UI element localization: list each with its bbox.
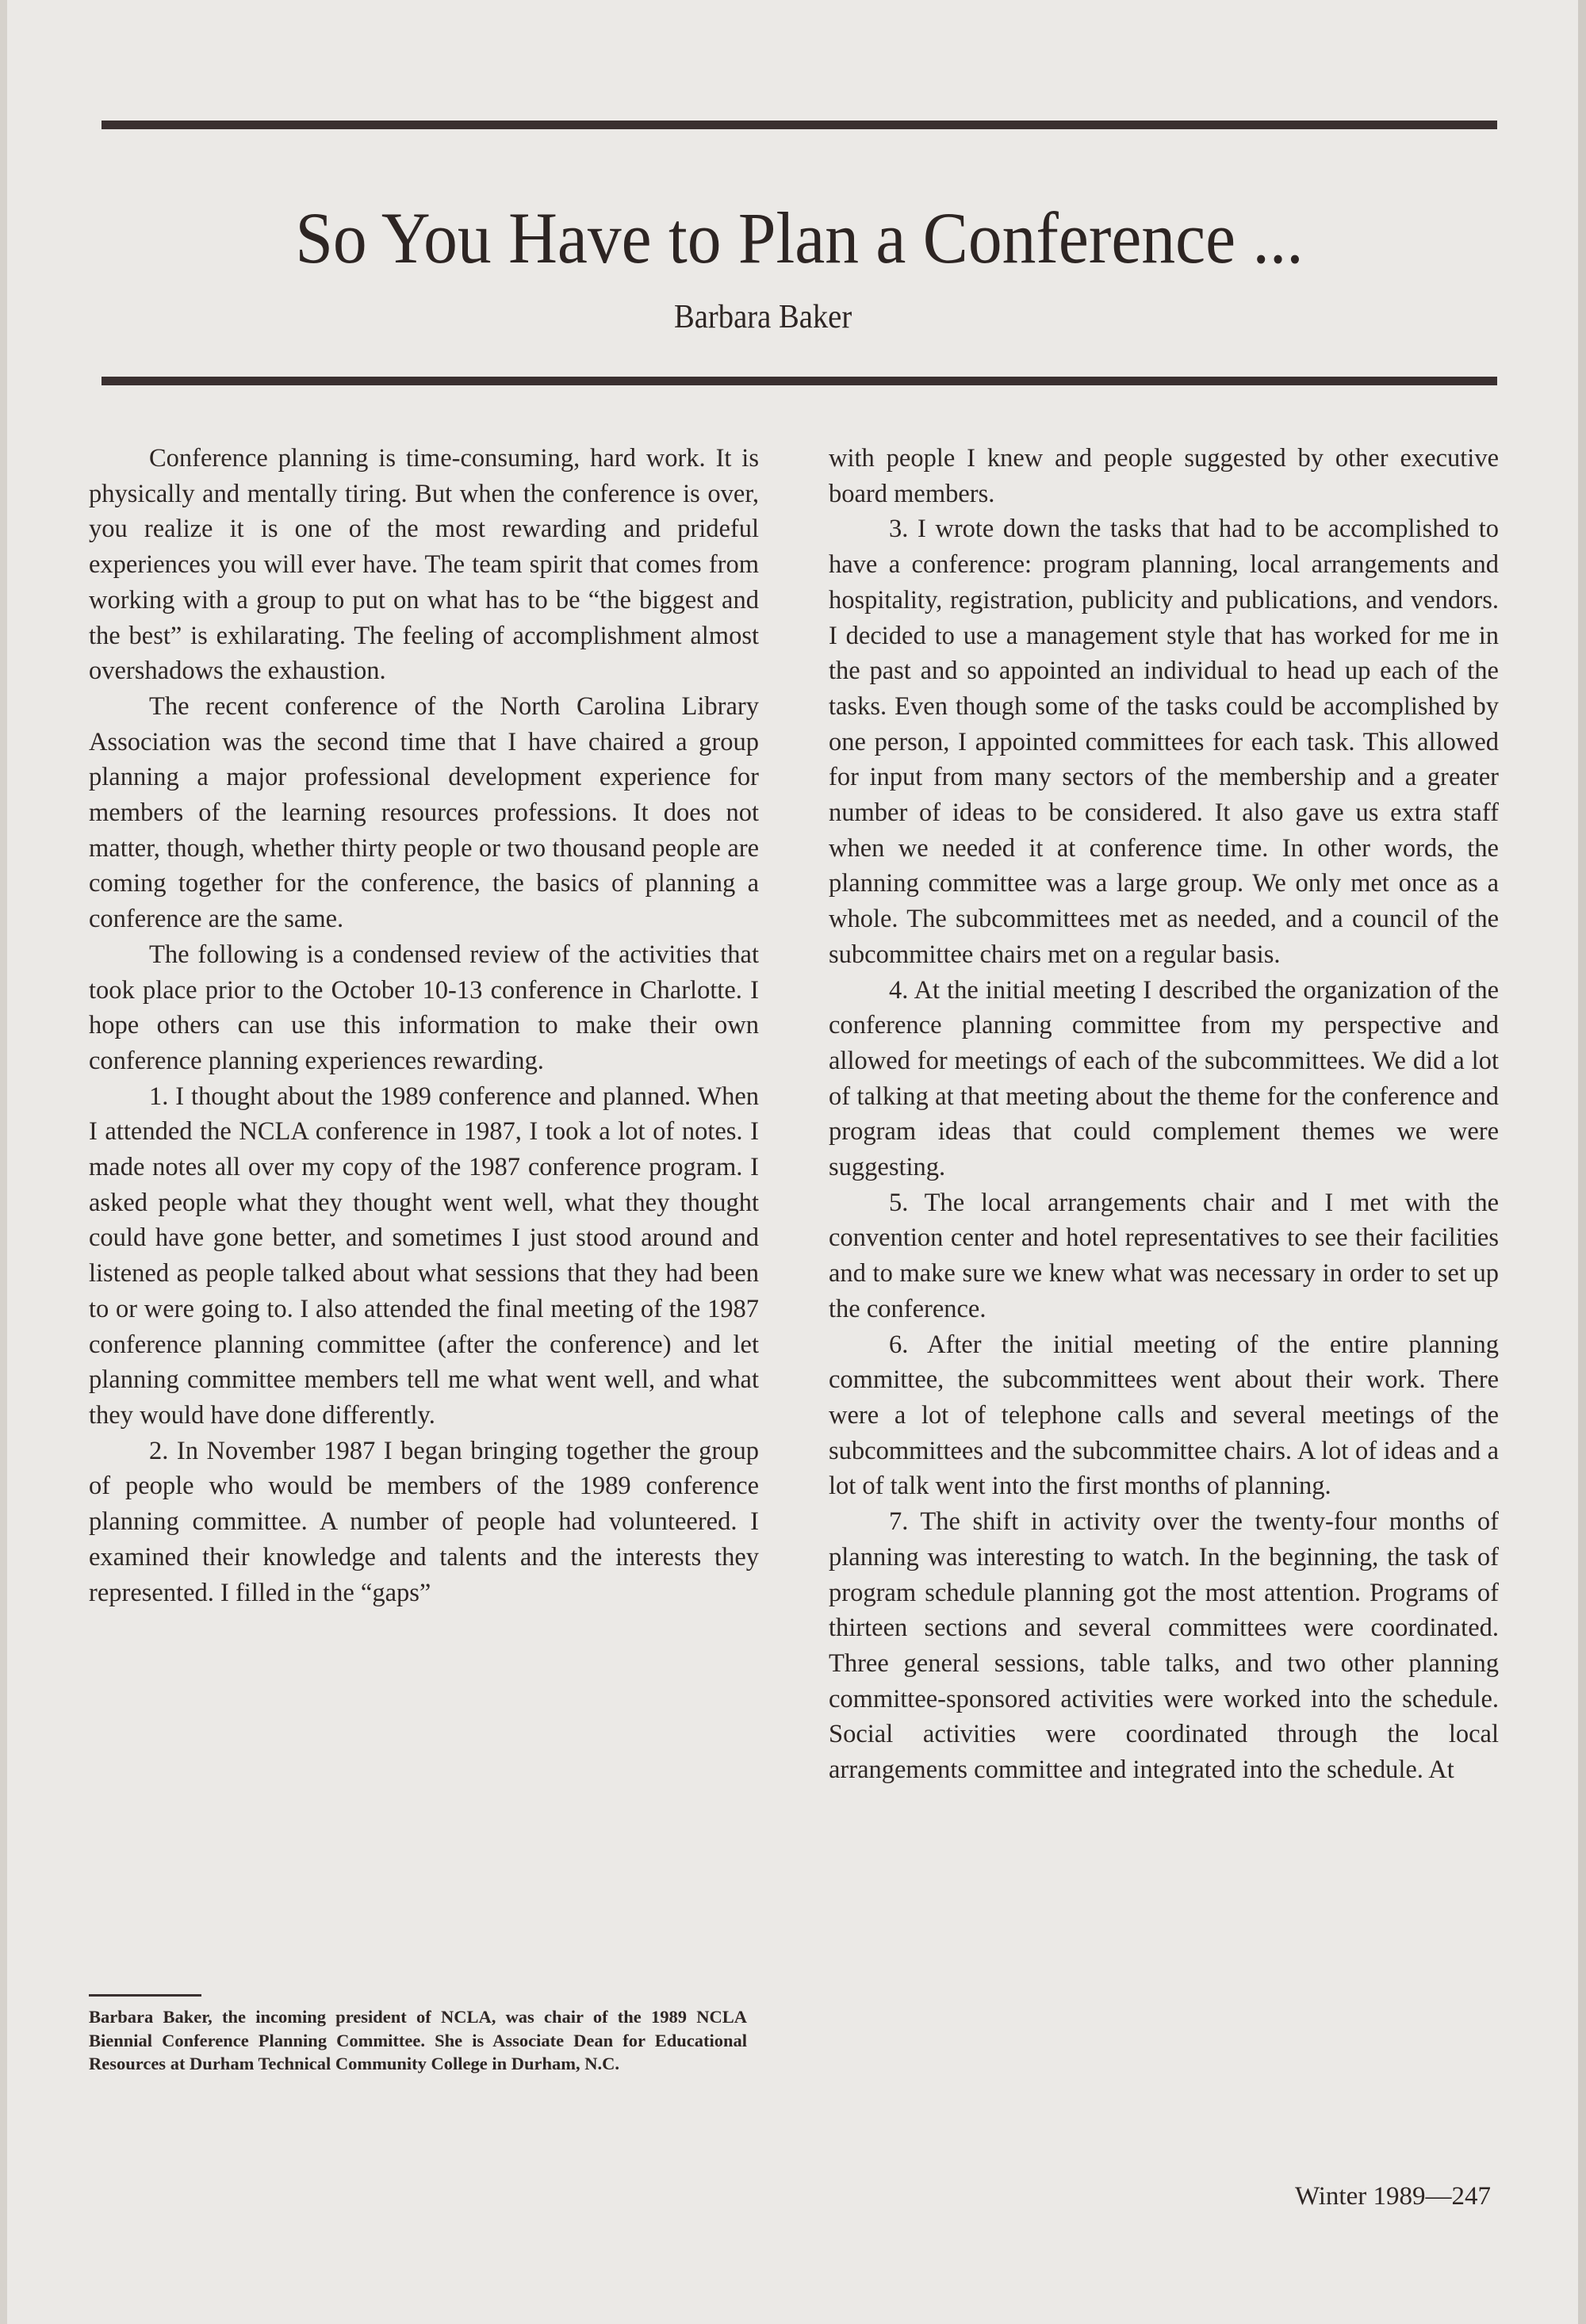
article-author: Barbara Baker (674, 299, 852, 335)
page-edge-right (1578, 0, 1586, 2324)
paragraph-step-1: 1. I thought about the 1989 conference and planned. When I attended the NCLA conference in 1987, I took a lot of notes. I made notes all over my copy of the 1987 conference program. I asked people what they thought went well, what they thought could have gone better, and sometimes I just stood around and listened as people talked about what sessions that they had been to or were going to. I also attended the final meeting of the 1987 conference planning committee (after the conference) and let planning committee members tell me what went well, and what they would have done differently. (89, 1082, 759, 1430)
paragraph-step-6: 6. After the initial meeting of the entire planning committee, the subcommittees went about their work. There were a lot of telephone calls and several meetings of the subcommittees and the subcommittee chairs. A lot of ideas and a lot of talk went into the first months of planning. (829, 1330, 1499, 1501)
header-rule-bottom (102, 377, 1497, 385)
left-column (89, 441, 759, 1610)
paragraph-step-7: 7. The shift in activity over the twenty-four months of planning was interesting to watch. In the beginning, the task of program schedule planning got the most attention. Programs of thirteen sections and several committees were coordinated. Three general sessions, table talks, and two other planning committee-sponsored activities were worked into the schedule. Social activities were coordinated through the local arrangements committee and integrated into the schedule. At (829, 1507, 1499, 1785)
footnote-rule (89, 1994, 201, 1997)
page-folio: Winter 1989—247 (1294, 2182, 1491, 2211)
article-title: So You Have to Plan a Conference ... (295, 197, 1304, 278)
paragraph-step-3: 3. I wrote down the tasks that had to be accomplished to have a conference: program planning, local arrangements and hospitality, registration, publicity and publications, and vendors. I decided to use a management style that has worked for me in the past and so appointed an individual to head up each of the tasks. Even though some of the tasks could be accomplished by one person, I appointed committees for each task. This allowed for input from many sectors of the membership and a greater number of ideas to be considered. It also gave us extra staff when we needed it at conference time. In other words, the planning committee was a large group. We only met once as a whole. The subcommittees met as needed, and a council of the subcommittee chairs met on a regular basis. (829, 515, 1499, 969)
right-column (829, 441, 1499, 1788)
paragraph-intro: Conference planning is time-consuming, hard work. It is physically and mentally tiring. But when the conference is over, you realize it is one of the most rewarding and prideful experiences you will ever have. The team spirit that comes from working with a group to put on what has to be “the biggest and the best” is exhilarating. The feeling of accomplishment almost overshadows the exhaustion. (89, 444, 759, 686)
page-edge-left (0, 0, 7, 2324)
header-rule-top (102, 121, 1497, 129)
author-footnote: Barbara Baker, the incoming president of NCLA, was chair of the 1989 NCLA Biennial Conference Planning Committee. She is Associate Dean for Educational Resources at Durham Technical Community College in Durham, N.C. (89, 2007, 747, 2073)
paragraph-step-2: 2. In November 1987 I began bringing together the group of people who would be members of the 1989 conference planning committee. A number of people had volunteered. I examined their knowledge and talents and the interests they represented. I filled in the “gaps” (89, 1436, 759, 1607)
paragraph-step-4: 4. At the initial meeting I described the organization of the conference planning committee from my perspective and allowed for meetings of each of the subcommittees. We did a lot of talking at that meeting about the theme for the conference and program ideas that could complement themes we were suggesting. (829, 975, 1499, 1182)
paragraph-review: The following is a condensed review of the activities that took place prior to the October 10-13 conference in Charlotte. I hope others can use this information to make their own conference planning experiences rewarding. (89, 940, 759, 1075)
paragraph-ncla: The recent conference of the North Carolina Library Association was the second time that I have chaired a group planning a major professional development experience for members of the learning resources professions. It does not matter, though, whether thirty people or two thousand people are coming together for the conference, the basics of planning a conference are the same. (89, 691, 759, 934)
paragraph-step-2-continued: with people I knew and people suggested by other executive board members. (829, 444, 1499, 508)
paragraph-step-5: 5. The local arrangements chair and I met with the convention center and hotel representatives to see their facilities and to make sure we knew what was necessary in order to set up the conference. (829, 1188, 1499, 1323)
